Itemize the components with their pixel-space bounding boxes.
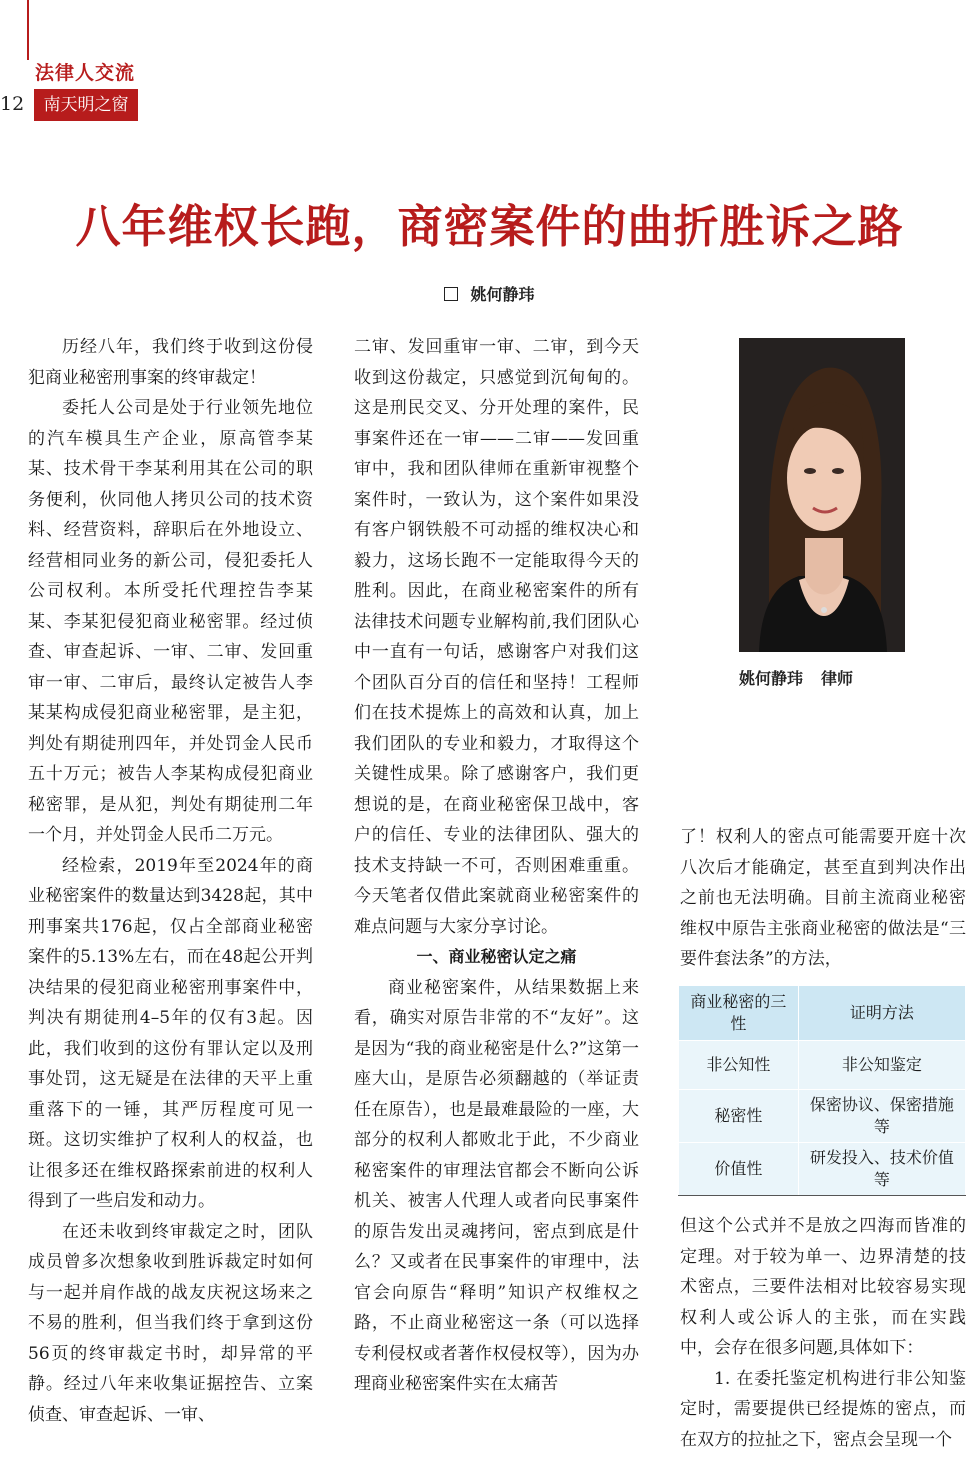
- caption-name: 姚何静玮: [739, 669, 804, 688]
- table-row: [679, 1090, 966, 1143]
- header-rule: [27, 0, 29, 60]
- paragraph: 二审、发回重审一审、二审，到今天收到这份裁定，只感觉到沉甸甸的。这是刑民交叉、分开处理的案件，民事案件还在一审——二审——发回重审中，我和团队律师在重新审视整个案件时，一致认为，这个案件如果没有客户钢铁般不可动摇的维权决心和毅力，这场长跑不一定能取得今天的胜利。因此，在商业秘密案件的所有法律技术问题专业解构前,我们团队心中一直有一句话，感谢客户对我们这个团队百分百的信任和坚持！工程师们在技术提炼上的高效和认真，加上我们团队的专业和毅力，才取得这个关键性成果。除了感谢客户，我们更想说的是，在商业秘密保卫战中，客户的信任、专业的法律团队、强大的技术支持缺一不可，否则困难重重。今天笔者仅借此案就商业秘密案件的难点问题与大家分享讨论。: [354, 337, 639, 937]
- table-row: [679, 1143, 966, 1196]
- criteria-table: [678, 985, 966, 1196]
- paragraph: 委托人公司是处于行业领先地位的汽车模具生产企业，原高管李某某、技术骨干李某利用其在公司的职务便利，伙同他人拷贝公司的技术资料、经营资料，辞职后在外地设立、经营相同业务的新公司，侵犯委托人公司权利。本所受托代理控告李某某、李某犯侵犯商业秘密罪。经过侦查、审查起诉、一审、二审、发回重审一审、二审后，最终认定被告人李某某构成侵犯商业秘密罪，是主犯，判处有期徒刑四年，并处罚金人民币五十万元；被告人李某构成侵犯商业秘密罪，是从犯，判处有期徒刑二年一个月，并处罚金人民币二万元。: [28, 398, 313, 845]
- column-3-upper: [680, 822, 966, 975]
- table-header-cell: 商业秘密的三性: [679, 986, 799, 1041]
- byline: [0, 282, 979, 305]
- table-cell: 秘密性: [679, 1090, 799, 1143]
- paragraph: 经检索，2019年至2024年的商业秘密案件的数量达到3428起，其中刑事案共176起，仅占全部商业秘密案件的5.13%左右，而在48起公开判决结果的侵犯商业秘密刑事案件中，判决有期徒刑4–5年的仅有3起。因此，我们收到的这份有罪认定以及刑事处罚，这无疑是在法律的天平上重重落下的一锤，其严厉程度可见一斑。这切实维护了权利人的权益，也让很多还在维权路探索前进的权利人得到了一些启发和动力。: [28, 855, 313, 1211]
- paragraph: 1. 在委托鉴定机构进行非公知鉴定时，需要提供已经提炼的密点，而在双方的拉扯之下，密点会呈现一个: [680, 1368, 966, 1450]
- column-badge: 南天明之窗: [34, 89, 138, 121]
- author-name: 姚何静玮: [470, 285, 535, 304]
- table-cell: 研发投入、技术价值等: [798, 1143, 965, 1196]
- section-heading: 一、商业秘密认定之痛: [416, 947, 577, 966]
- table-header-cell: 证明方法: [798, 986, 965, 1041]
- section-label: 法律人交流: [35, 62, 136, 84]
- table-row: [679, 1041, 966, 1090]
- table-cell: 非公知鉴定: [798, 1041, 965, 1090]
- table-cell: 非公知性: [679, 1041, 799, 1090]
- paragraph: 商业秘密案件，从结果数据上来看，确实对原告非常的不“友好”。这是因为“我的商业秘密是什么?”这第一座大山，是原告必须翻越的（举证责任在原告），也是最难最险的一座，大部分的权利人都败北于此，不少商业秘密案件的审理法官都会不断向公诉机关、被害人代理人或者向民事案件的原告发出灵魂拷问，密点到底是什么？又或者在民事案件的审理中，法官会向原告“释明”知识产权维权之路，不止商业秘密这一条（可以选择专利侵权或者著作权侵权等），因为办理商业秘密案件实在太痛苦: [354, 977, 639, 1394]
- author-photo: [739, 338, 905, 652]
- table-cell: 保密协议、保密措施等: [798, 1090, 965, 1143]
- photo-caption: [739, 666, 905, 689]
- paragraph: 在还未收到终审裁定之时，团队成员曾多次想象收到胜诉裁定时如何与一起并肩作战的战友庆祝这场来之不易的胜利，但当我们终于拿到这份56页的终审裁定书时，却异常的平静。经过八年来收集证据控告、立案侦查、审查起诉、一审、: [28, 1221, 313, 1425]
- portrait-image: [739, 338, 905, 652]
- caption-role: 律师: [821, 669, 854, 688]
- column-2: [354, 332, 639, 1400]
- column-1: [28, 332, 313, 1430]
- table-header-row: [679, 986, 966, 1041]
- column-3-lower: [680, 1211, 966, 1455]
- paragraph: 了！权利人的密点可能需要开庭十次八次后才能确定，甚至直到判决作出之前也无法明确。目前主流商业秘密维权中原告主张商业秘密的做法是“三要件套法条”的方法，: [680, 827, 966, 969]
- page-number: 12: [0, 93, 25, 115]
- table-cell: 价值性: [679, 1143, 799, 1196]
- article-title: 八年维权长跑，商密案件的曲折胜诉之路: [75, 200, 904, 253]
- byline-box-icon: [444, 287, 458, 301]
- paragraph: 但这个公式并不是放之四海而皆准的定理。对于较为单一、边界清楚的技术密点，三要件法相对比较容易实现权利人或公诉人的主张，而在实践中，会存在很多问题,具体如下：: [680, 1216, 966, 1358]
- paragraph: 历经八年，我们终于收到这份侵犯商业秘密刑事案的终审裁定！: [28, 337, 313, 388]
